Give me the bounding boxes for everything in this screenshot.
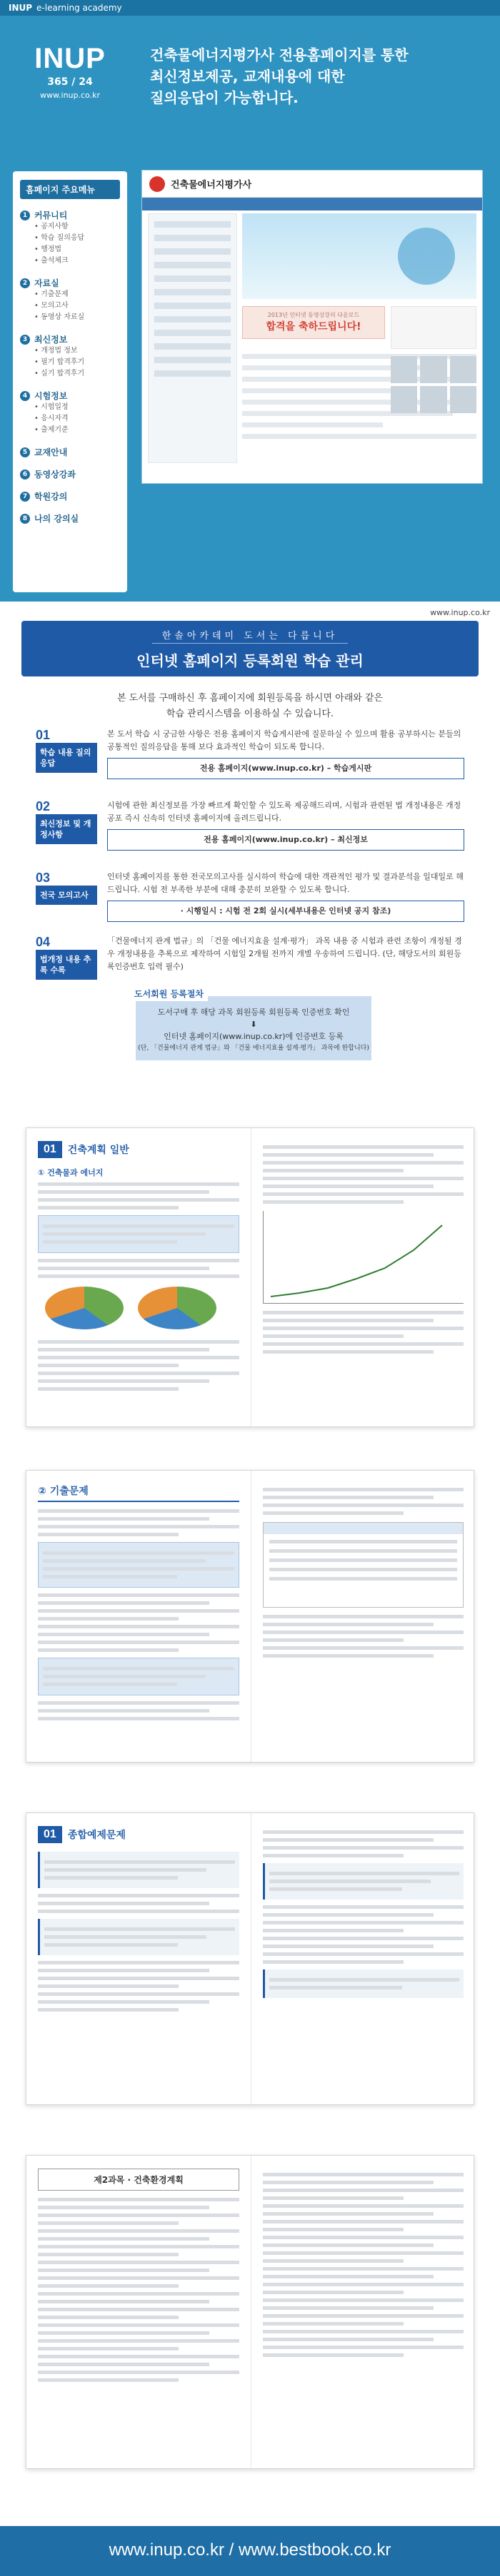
- logo-main: INUP: [34, 43, 106, 74]
- menu-item[interactable]: [20, 468, 120, 480]
- menu-item-label: 최신정보: [34, 335, 68, 345]
- menu-item-label: 자료실: [34, 278, 59, 288]
- menu-number-badge: 3: [20, 335, 30, 345]
- menu-subitem[interactable]: • 시험일정: [34, 403, 69, 411]
- menu-item-label: 학원강의: [34, 492, 68, 502]
- item-text: 「건물에너지 관계 법규」의 「건물 에너지효율 설계·평가」 과목 내용 중 시험과 관련 조항이 개정될 경우 개정내용을 추록으로 제작하여 시험일 2개월 전까지 개별 우송하여 드립니다. (단, 해당도서의 회원등록인증번호 입력 필수): [107, 936, 462, 971]
- site-title: 건축물에너지평가사: [171, 180, 252, 191]
- site-header: [142, 171, 482, 198]
- intro-text: [21, 691, 479, 722]
- site-promo: [242, 306, 385, 339]
- hero-section: [0, 0, 500, 602]
- item-number: 02: [36, 799, 51, 813]
- sample-page-spread: [26, 1470, 474, 1763]
- question-box: [38, 1852, 239, 1888]
- menu-number-badge: 8: [20, 514, 30, 524]
- menu-group: [20, 209, 120, 267]
- registration-step: 인터넷 홈페이지(www.inup.co.kr)에 인증번호 등록: [164, 1032, 344, 1041]
- question-box: [263, 1863, 464, 1900]
- item-link-box[interactable]: 전용 홈페이지(www.inup.co.kr) – 최신정보: [107, 829, 464, 851]
- menu-group: [20, 468, 120, 480]
- hero-heading: [150, 44, 479, 108]
- menu-subitem[interactable]: • 공지사항: [34, 223, 69, 230]
- info-box: [38, 1215, 239, 1253]
- menu-subitem[interactable]: • 학습 질의응답: [34, 234, 85, 242]
- registration-step: 도서구매 후 해당 과목 회원등록 회원등록 인증번호 확인: [157, 1008, 350, 1017]
- menu-subitem[interactable]: • 실기 합격후기: [34, 370, 85, 377]
- logo-url[interactable]: www.inup.co.kr: [40, 91, 100, 100]
- menu-subitem[interactable]: • 기출문제: [34, 290, 69, 298]
- site-person-card: [391, 306, 476, 349]
- menu-subitem[interactable]: • 출석체크: [34, 257, 69, 265]
- pie-charts: [38, 1282, 239, 1336]
- menu-number-badge: 1: [20, 211, 30, 220]
- menu-item-label: 시험정보: [34, 391, 68, 401]
- intro-line: 본 도서를 구매하신 후 홈페이지에 회원등록을 하시면 아래와 같은: [116, 693, 384, 704]
- top-bar: [0, 0, 500, 16]
- chapter-number: 01: [38, 1141, 62, 1158]
- site-banner-image: [242, 213, 476, 299]
- question-box: [38, 1919, 239, 1955]
- site-left-column: [148, 213, 237, 463]
- site-thumbnails: [391, 356, 476, 413]
- logo-sub: 365 / 24: [47, 76, 93, 88]
- item-tag: 최신정보 및 개정사항: [36, 814, 97, 844]
- section-header: 제2과목 · 건축환경계획: [38, 2169, 239, 2191]
- top-tagline: e-learning academy: [36, 3, 122, 13]
- section-header: ② 기출문제: [38, 1484, 239, 1502]
- banner-title: 인터넷 홈페이지 등록회원 학습 관리: [136, 652, 364, 669]
- question-box: [263, 1969, 464, 1998]
- data-table: [263, 1522, 464, 1608]
- menu-item-label: 나의 강의실: [34, 514, 79, 524]
- menu-item[interactable]: [20, 209, 120, 221]
- intro-line: 학습 관리시스템을 이용하실 수 있습니다.: [166, 709, 334, 719]
- menu-group: [20, 277, 120, 323]
- menu-subitem[interactable]: • 개정법 정보: [34, 347, 78, 355]
- item-text: 인터넷 홈페이지를 통한 전국모의고사를 실시하여 학습에 대한 객관적인 평가 및 결과분석을 일대일로 해드립니다. 시험 전 부족한 부분에 대해 충분히 보완할 수 있도록 합니다.: [107, 872, 464, 894]
- item-text: 시험에 관한 최신정보를 가장 빠르게 확인할 수 있도록 제공해드리며, 시험과 관련된 법 개정내용은 개정 공포 즉시 신속히 인터넷 홈페이지에 올려드립니다.: [107, 801, 461, 823]
- menu-group: [20, 512, 120, 524]
- menu-title: 홈페이지 주요메뉴: [20, 180, 120, 199]
- site-promo-small: 2013년 인터넷 동영상강의 다운로드: [267, 312, 360, 318]
- menu-group: [20, 390, 120, 436]
- menu-number-badge: 2: [20, 278, 30, 288]
- member-management-section: [21, 621, 479, 1063]
- sample-page-spread: [26, 1812, 474, 2105]
- item-tag: 전국 모의고사: [36, 886, 97, 905]
- item-number: 01: [36, 728, 51, 742]
- registration-box: [134, 989, 371, 1060]
- menu-item[interactable]: [20, 512, 120, 524]
- menu-subitem[interactable]: • 응시자격: [34, 415, 69, 422]
- menu-subitem[interactable]: • 동영상 자료실: [34, 313, 85, 321]
- item-number: 04: [36, 935, 51, 949]
- globe-icon: [398, 228, 455, 285]
- site-screenshot: [141, 170, 483, 484]
- menu-item-label: 교재안내: [34, 447, 68, 457]
- menu-item-label: 동영상강좌: [34, 470, 76, 480]
- site-nav-bar: [142, 198, 482, 211]
- logo[interactable]: [13, 43, 127, 125]
- menu-subitem[interactable]: • 모의고사: [34, 302, 69, 310]
- section-banner: [21, 621, 479, 676]
- chapter-title: 종합예제문제: [67, 1830, 126, 1841]
- menu-item-label: 커뮤니티: [34, 211, 68, 220]
- top-brand: INUP: [9, 3, 33, 13]
- registration-note: (단, 「건물에너지 관계 법규」와 「건물 에너지효율 설계·평가」 과목에 한합니다): [138, 1045, 369, 1052]
- section-header: ① 건축물과 에너지: [38, 1168, 104, 1177]
- item-info-box: · 시행일시 : 시험 전 2회 실시(세부내용은 인터넷 공지 참조): [107, 901, 464, 922]
- site-logo-icon: [149, 176, 165, 192]
- chapter-number: 01: [38, 1826, 62, 1843]
- menu-item[interactable]: [20, 446, 120, 458]
- footer-urls[interactable]: www.inup.co.kr / www.bestbook.co.kr: [0, 2526, 500, 2576]
- hero-heading-line: 질의응답이 가능합니다.: [150, 89, 299, 106]
- menu-group: [20, 446, 120, 458]
- menu-item[interactable]: [20, 277, 120, 289]
- menu-item[interactable]: [20, 490, 120, 502]
- item-text: 본 도서 학습 시 궁금한 사항은 전용 홈페이지 학습게시판에 질문하실 수 있으며 활용 공부하시는 분들의 공통적인 질의응답을 통해 보다 효과적인 학습이 되도록 합니다.: [107, 729, 461, 751]
- sample-page-spread: [26, 1127, 474, 1427]
- menu-number-badge: 7: [20, 492, 30, 502]
- line-chart-graphic: [264, 1211, 456, 1304]
- site-url[interactable]: www.inup.co.kr: [430, 608, 490, 617]
- main-menu-panel: [13, 171, 127, 592]
- menu-item[interactable]: [20, 333, 120, 345]
- info-box: [38, 1542, 239, 1588]
- menu-number-badge: 4: [20, 391, 30, 401]
- menu-number-badge: 5: [20, 447, 30, 457]
- item-tag: 학습 내용 질의 응답: [36, 743, 97, 773]
- menu-item[interactable]: [20, 390, 120, 402]
- info-box: [38, 1658, 239, 1695]
- item-link-box[interactable]: 전용 홈페이지(www.inup.co.kr) – 학습게시판: [107, 758, 464, 779]
- menu-group: [20, 490, 120, 502]
- arrow-down-icon: ⬇: [250, 1020, 257, 1029]
- chapter-title: 건축계획 일반: [67, 1145, 129, 1156]
- hero-heading-line: 최신정보제공, 교재내용에 대한: [150, 68, 345, 85]
- registration-title: 도서회원 등록절차: [130, 986, 208, 1001]
- sample-page-spread: [26, 2155, 474, 2469]
- hero-heading-line: 건축물에너지평가사 전용홈페이지를 통한: [150, 46, 409, 64]
- menu-subitem[interactable]: • 행정법: [34, 245, 62, 253]
- menu-subitem[interactable]: • 필기 합격후기: [34, 358, 85, 366]
- menu-group: [20, 333, 120, 380]
- menu-subitem[interactable]: • 출제기준: [34, 426, 69, 434]
- line-chart-figure: [263, 1211, 464, 1304]
- menu-number-badge: 6: [20, 470, 30, 480]
- banner-subtitle: 한솔아카데미 도서는 다릅니다: [152, 627, 349, 644]
- item-number: 03: [36, 871, 51, 885]
- site-promo-text: 합격을 축하드립니다!: [266, 321, 361, 333]
- item-tag: 법개정 내용 추록 수록: [36, 950, 97, 980]
